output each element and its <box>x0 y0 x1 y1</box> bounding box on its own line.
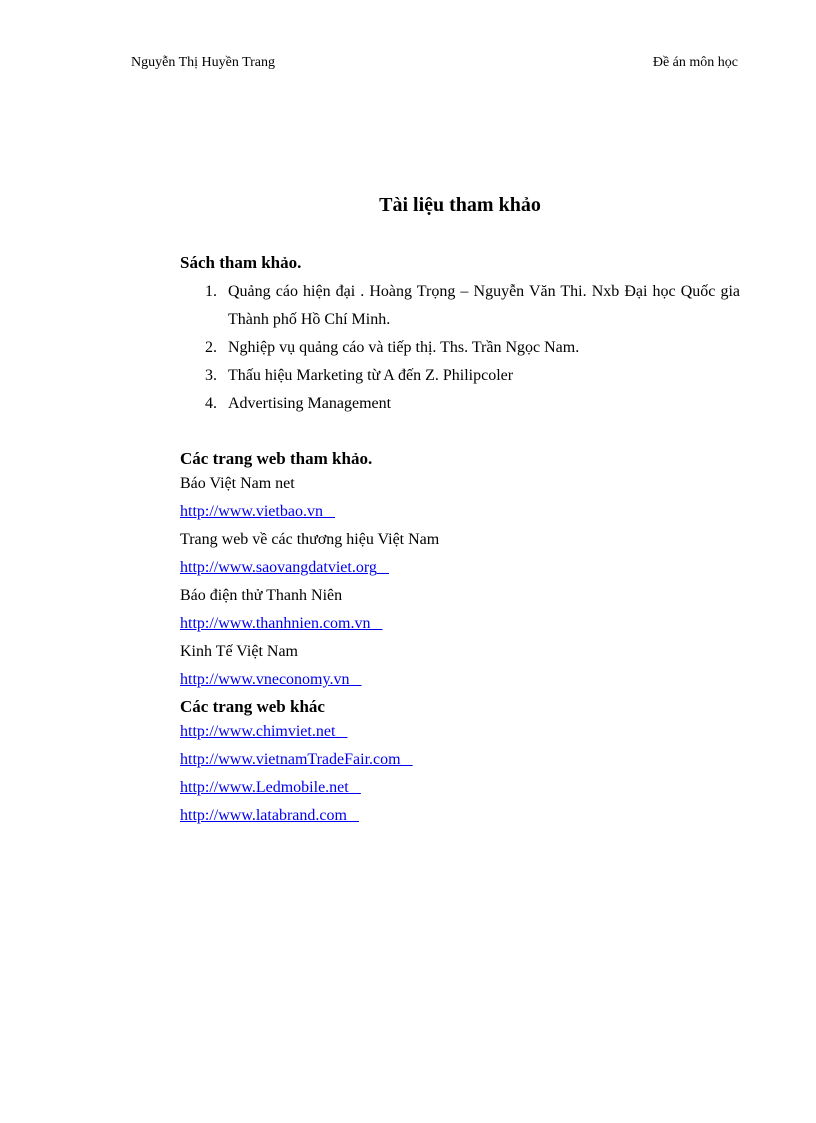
references-content <box>180 252 740 830</box>
other-websites-list <box>180 718 740 830</box>
book-item <box>180 278 740 334</box>
book-number: 4. <box>205 395 217 412</box>
website-link-vietnamtradefair[interactable]: http://www.vietnamTradeFair.com <box>180 751 401 768</box>
website-name: Báo điện thử Thanh Niên <box>180 587 343 604</box>
header-doc-type: Đề án môn học <box>652 55 738 70</box>
header-author: Nguyễn Thị Huyền Trang <box>131 55 276 70</box>
website-link-chimviet[interactable]: http://www.chimviet.net <box>180 723 336 740</box>
website-link-saovangdatviet[interactable]: http://www.saovangdatviet.org <box>180 559 377 576</box>
books-heading: Sách tham khảo. <box>180 253 302 272</box>
book-number: 2. <box>205 339 217 356</box>
book-number: 3. <box>205 367 217 384</box>
websites-list <box>180 470 740 694</box>
book-text: Advertising Management <box>228 395 392 412</box>
book-text: Thấu hiệu Marketing từ A đến Z. Philipcoler <box>228 367 514 384</box>
book-text: Quảng cáo hiện đại . Hoàng Trọng – Nguyễn Văn Thi. Nxb Đại học Quốc gia Thành phố Hồ Chí Minh. <box>228 283 740 328</box>
book-text: Nghiệp vụ quảng cáo và tiếp thị. Ths. Trần Ngọc Nam. <box>228 339 580 356</box>
book-item <box>180 334 740 362</box>
website-link-thanhnien[interactable]: http://www.thanhnien.com.vn <box>180 615 371 632</box>
website-link-vietbao[interactable]: http://www.vietbao.vn <box>180 503 323 520</box>
book-item <box>180 390 740 418</box>
website-link-latabrand[interactable]: http://www.latabrand.com <box>180 807 347 824</box>
book-item <box>180 362 740 390</box>
website-name: Trang web về các thương hiệu Việt Nam <box>180 531 440 548</box>
other-websites-heading: Các trang web khác <box>180 697 325 716</box>
book-number: 1. <box>205 283 217 300</box>
websites-heading: Các trang web tham khảo. <box>180 449 373 468</box>
books-list <box>180 278 740 418</box>
website-link-ledmobile[interactable]: http://www.Ledmobile.net <box>180 779 349 796</box>
website-name: Kinh Tế Việt Nam <box>180 643 298 660</box>
page-title: Tài liệu tham khảo <box>379 194 541 216</box>
website-link-vneconomy[interactable]: http://www.vneconomy.vn <box>180 671 350 688</box>
website-name: Báo Việt Nam net <box>180 475 295 492</box>
